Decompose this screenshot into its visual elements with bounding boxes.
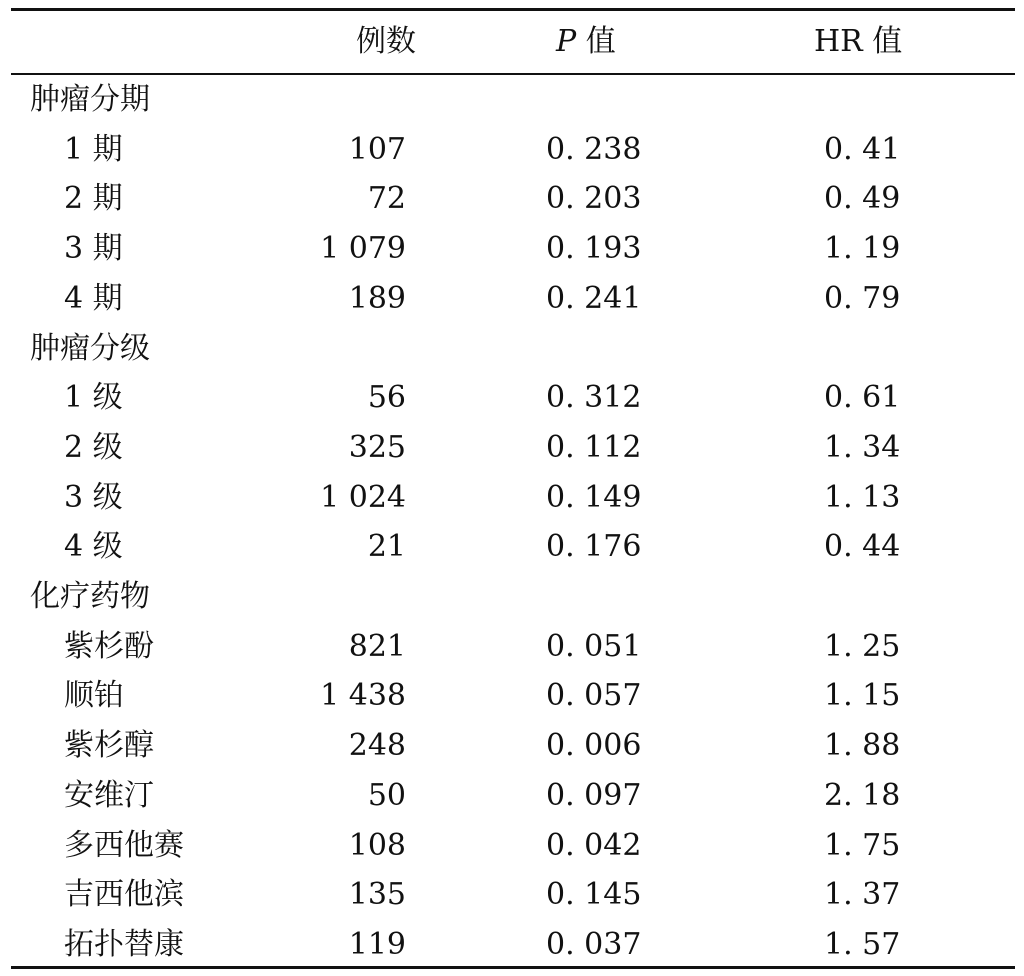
row-hr-value: 0. 44 [824, 529, 901, 565]
row-hr-value: 1. 13 [824, 479, 901, 515]
row-p-value: 0. 241 [546, 280, 642, 316]
header-row [0, 17, 1024, 67]
row-count: 821 [348, 628, 406, 664]
row-label: 2 级 [64, 429, 123, 465]
header-count: 例数 [356, 24, 416, 59]
row-hr-value: 1. 19 [824, 231, 901, 267]
row-p-value: 0. 176 [546, 529, 642, 565]
table-row [0, 373, 1024, 423]
row-count: 119 [348, 926, 406, 962]
row-hr-value: 0. 41 [824, 131, 901, 167]
group-row [0, 75, 1024, 125]
row-hr-value: 1. 88 [824, 728, 901, 764]
top-rule [11, 8, 1015, 11]
row-count: 1 438 [320, 678, 406, 714]
row-count: 108 [348, 827, 406, 863]
row-p-value: 0. 238 [546, 131, 642, 167]
row-count: 189 [348, 280, 406, 316]
row-hr-value: 2. 18 [824, 777, 901, 813]
table-row [0, 771, 1024, 821]
table-row [0, 174, 1024, 224]
table-row [0, 671, 1024, 721]
row-label: 3 级 [64, 479, 123, 515]
row-p-value: 0. 193 [546, 231, 642, 267]
row-label: 安维汀 [64, 777, 154, 813]
group-label: 化疗药物 [30, 579, 150, 614]
row-label: 1 期 [64, 131, 123, 167]
row-count: 325 [348, 429, 406, 465]
table-row [0, 224, 1024, 274]
group-label: 肿瘤分级 [30, 330, 150, 366]
row-hr-value: 1. 25 [824, 628, 901, 664]
row-label: 紫杉醇 [64, 728, 154, 764]
row-p-value: 0. 037 [546, 926, 642, 962]
row-label: 4 级 [64, 529, 123, 565]
header-p-suffix: 值 [576, 24, 616, 59]
row-p-value: 0. 149 [546, 479, 642, 515]
table-row [0, 721, 1024, 771]
row-p-value: 0. 112 [546, 429, 642, 465]
row-label: 多西他赛 [64, 827, 184, 863]
table-row [0, 920, 1024, 970]
row-p-value: 0. 312 [546, 380, 642, 416]
table-row [0, 870, 1024, 920]
row-p-value: 0. 006 [546, 728, 642, 764]
group-row [0, 324, 1024, 374]
row-hr-value: 0. 49 [824, 181, 901, 217]
row-p-value: 0. 051 [546, 628, 642, 664]
row-label: 1 级 [64, 380, 123, 416]
row-count: 56 [367, 380, 406, 416]
row-count: 21 [367, 529, 406, 565]
row-count: 72 [367, 181, 406, 217]
table-row [0, 473, 1024, 523]
table-row [0, 522, 1024, 572]
header-p [556, 17, 616, 67]
row-hr-value: 0. 79 [824, 280, 901, 316]
row-hr-value: 0. 61 [824, 380, 901, 416]
row-count: 107 [348, 131, 406, 167]
row-hr-value: 1. 34 [824, 429, 901, 465]
row-count: 1 079 [320, 231, 406, 267]
bottom-rule [11, 966, 1015, 969]
row-hr-value: 1. 75 [824, 827, 901, 863]
row-label: 顺铂 [64, 678, 124, 714]
row-p-value: 0. 097 [546, 777, 642, 813]
header-hr: HR 值 [814, 24, 903, 59]
row-count: 1 024 [320, 479, 406, 515]
row-label: 3 期 [64, 231, 123, 267]
row-label: 4 期 [64, 280, 123, 316]
row-hr-value: 1. 15 [824, 678, 901, 714]
row-count: 135 [348, 877, 406, 913]
group-label: 肿瘤分期 [30, 82, 150, 117]
row-label: 吉西他滨 [64, 877, 184, 913]
group-row [0, 572, 1024, 622]
header-p-prefix: P [556, 24, 577, 59]
table-row [0, 622, 1024, 672]
row-count: 50 [367, 777, 406, 813]
table-row [0, 423, 1024, 473]
table-row [0, 821, 1024, 871]
row-hr-value: 1. 37 [824, 877, 901, 913]
row-p-value: 0. 145 [546, 877, 642, 913]
row-label: 拓扑替康 [64, 926, 184, 962]
table-row [0, 274, 1024, 324]
row-label: 紫杉酚 [64, 628, 154, 664]
row-p-value: 0. 042 [546, 827, 642, 863]
row-hr-value: 1. 57 [824, 926, 901, 962]
table-row [0, 125, 1024, 175]
row-label: 2 期 [64, 181, 123, 217]
row-p-value: 0. 203 [546, 181, 642, 217]
row-p-value: 0. 057 [546, 678, 642, 714]
row-count: 248 [348, 728, 406, 764]
